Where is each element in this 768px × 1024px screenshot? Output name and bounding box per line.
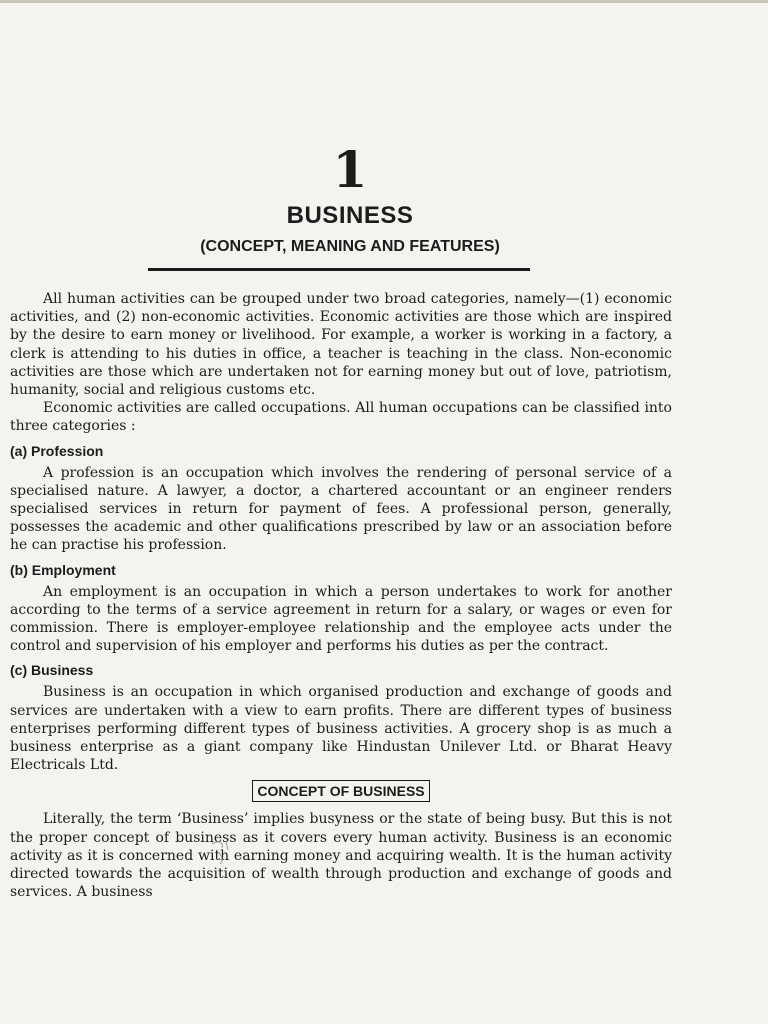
concept-paragraph: Literally, the term ‘Business’ implies busyness or the state of being busy. But this is not the proper concept of business as it covers every human activity. Business is an economic activity as it is concerned with earning money and acquiring wealth. It is the human activity directed towards the acquisition of wealth through production and exchange of goods and services. A business [10, 811, 672, 901]
chapter-subtitle: (CONCEPT, MEANING AND FEATURES) [200, 238, 500, 255]
profession-paragraph: A profession is an occupation which involves the rendering of personal service of a specialised nature. A lawyer, a doctor, a chartered accountant or an engineer renders specialised services in return for payment of fees. A professional person, generally, possesses the academic and other qualifications prescribed by law or an association before he can practise his profession. [10, 464, 672, 554]
section-heading-profession: (a) Profession [10, 442, 104, 459]
book-page [10, 0, 672, 1024]
concept-heading-wrapper [10, 780, 672, 802]
chapter-title: BUSINESS [286, 202, 414, 229]
section-heading-employment: (b) Employment [10, 561, 116, 578]
section-heading-business: (c) Business [10, 662, 94, 679]
chapter-number: 1 [332, 140, 368, 199]
pencil-annotation-mark [208, 838, 238, 868]
business-paragraph: Business is an occupation in which organised production and exchange of goods and services are undertaken with a view to earn profits. There are different types of business enterprises performing different types of business activities. A grocery shop is as much a business enterprise as a giant company like Hindustan Unilever Ltd. or Bharat Heavy Electricals Ltd. [10, 684, 672, 774]
chapter-body [10, 290, 672, 901]
intro-paragraph-2: Economic activities are called occupations. All human occupations can be classified into three categories : [10, 400, 672, 435]
employment-paragraph: An employment is an occupation in which a person undertakes to work for another according to the terms of a service agreement in return for a salary, or wages or even for commission. There is employer-employee relationship and the employee acts under the control and supervision of his employer and performs his duties as per the contract. [10, 583, 672, 655]
intro-paragraph-1: All human activities can be grouped under two broad categories, namely—(1) economic activities, and (2) non-economic activities. Economic activities are those which are inspired by the desire to earn money or livelihood. For example, a worker is working in a factory, a clerk is attending to his duties in office, a teacher is teaching in the class. Non-economic activities are those which are undertaken not for earning money but out of love, patriotism, humanity, social and religious customs etc. [10, 291, 672, 399]
title-underline-rule [148, 268, 530, 271]
concept-of-business-heading: CONCEPT OF BUSINESS [252, 780, 429, 802]
